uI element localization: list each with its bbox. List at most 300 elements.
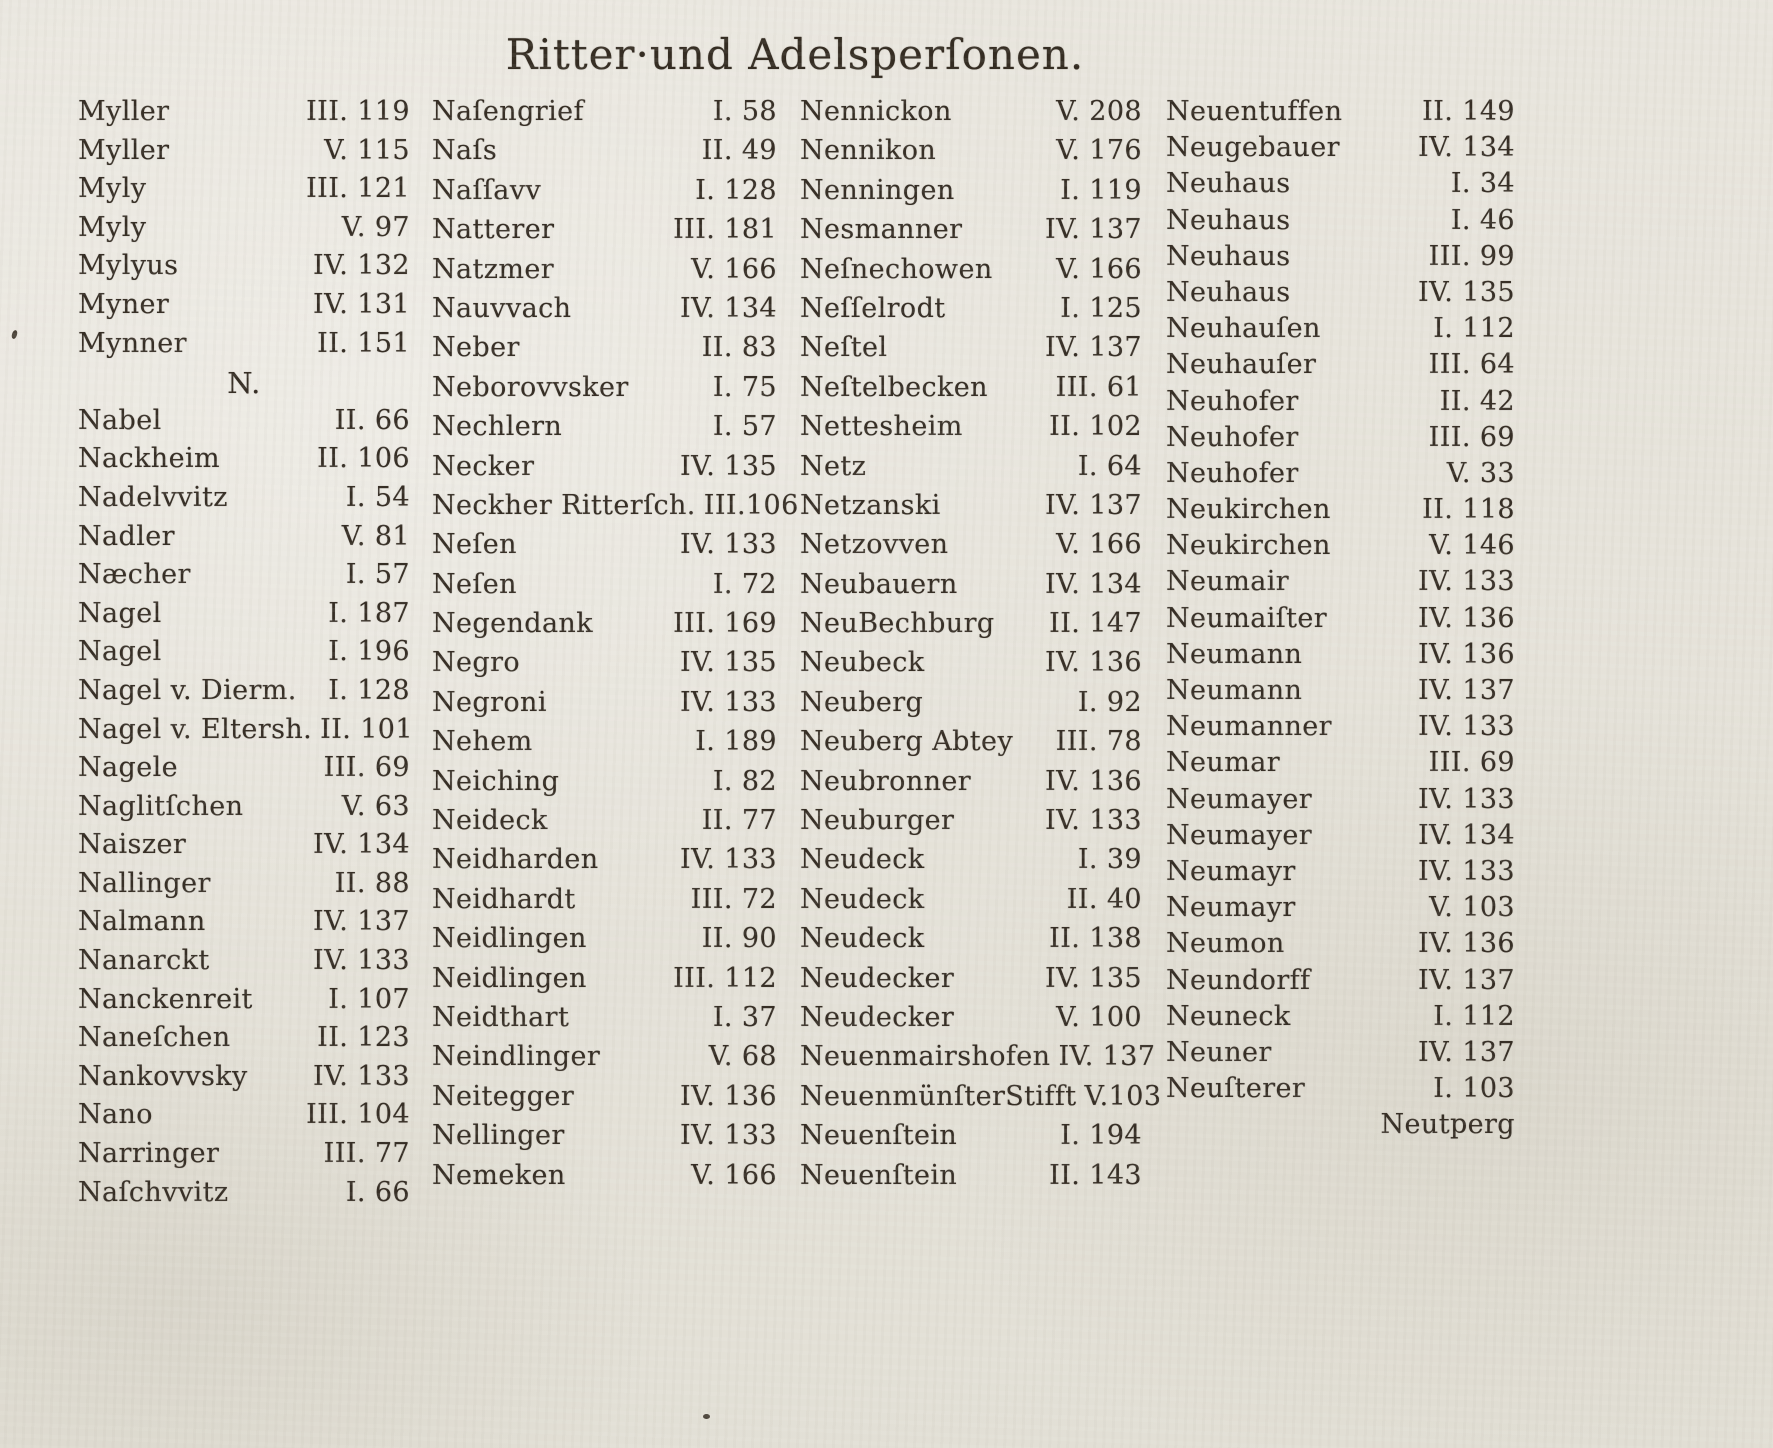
entry-name: Neumann [1166,675,1303,706]
ink-speck [703,1414,710,1419]
index-entry [800,451,1142,490]
index-entry [432,766,777,805]
index-entry [432,884,777,923]
entry-ref: IV. 134 [680,292,777,324]
entry-name: Neſen [432,529,517,561]
index-entry [800,293,1142,332]
entry-name: Myly [78,211,147,243]
index-entry [432,963,777,1002]
index-entry [800,726,1142,765]
entry-ref: IV. 135 [1045,962,1142,994]
index-entry [78,289,410,328]
entry-ref: III. 61 [1055,371,1142,403]
index-entry [1166,168,1515,204]
entry-name: Nagele [78,752,178,784]
entry-name: Neumayr [1166,892,1296,924]
entry-ref: IV. 137 [313,906,410,938]
index-entry [432,844,777,883]
index-entry [800,175,1142,214]
index-entry [1166,494,1515,530]
entry-name: Naneſchen [78,1022,231,1054]
entry-ref: II. 40 [1066,883,1142,915]
index-entry [432,411,777,450]
entry-ref: I. 58 [712,96,777,127]
entry-ref: II. 90 [701,923,777,955]
entry-ref: V. 97 [341,211,410,243]
index-entry [800,254,1142,293]
entry-ref: III. 169 [673,608,777,640]
entry-ref: IV. 133 [680,686,777,718]
entry-name: Mynner [78,327,187,359]
index-entry [432,1160,777,1199]
entry-ref: I. 64 [1077,450,1142,482]
index-entry [78,405,410,444]
index-entry [1166,422,1515,458]
entry-ref: III. 99 [1428,240,1515,272]
index-entry [1166,856,1515,892]
index-entry [1166,820,1515,856]
index-entry [432,1120,777,1159]
index-entry [800,214,1142,253]
entry-name: Netzovven [800,529,949,561]
index-entry [432,647,777,686]
index-entry [78,443,410,482]
entry-name: Neudeck [800,844,925,876]
entry-ref: III.106 [703,489,799,521]
entry-ref: III. 121 [306,173,410,205]
index-entry [800,923,1142,962]
index-entry [1166,965,1515,1001]
entry-name: Neuneck [1166,1000,1291,1032]
entry-ref: III. 69 [1428,747,1515,779]
entry-name: Neſtel [800,332,888,364]
entry-name: Neumayer [1166,819,1313,851]
index-entry [432,1002,777,1041]
entry-name: Neuhauſen [1166,313,1321,345]
entry-name: Neumann [1166,638,1303,670]
entry-ref: II. 101 [320,713,413,745]
index-entry [800,844,1142,883]
index-entry [78,868,410,907]
entry-name: Nagel v. Eltersh. [78,713,313,745]
entry-ref: I. 119 [1060,174,1142,206]
index-entry [432,805,777,844]
entry-name: Neuburger [800,805,955,837]
entry-ref: IV. 136 [1045,765,1142,797]
entry-ref: II. 88 [334,867,410,899]
entry-ref: IV. 136 [1418,602,1515,634]
entry-name: Neubronner [800,765,972,797]
entry-ref: I. 39 [1077,844,1142,876]
index-entry [432,923,777,962]
index-entry [78,328,410,367]
index-entry [78,598,410,637]
entry-name: Neumayer [1166,783,1313,815]
index-entry [800,135,1142,174]
entry-name: Nellinger [432,1120,565,1152]
entry-ref: V. 166 [1056,253,1142,285]
index-entry [78,752,410,791]
entry-ref: I. 66 [345,1176,410,1208]
entry-name: Mylyus [78,250,179,282]
entry-ref: IV. 136 [680,1080,777,1112]
entry-ref: V.103 [1084,1080,1162,1112]
entry-name: Neuhaus [1166,204,1291,236]
index-entry [1166,1109,1515,1145]
entry-ref: II. 118 [1422,494,1515,526]
index-entry [432,214,777,253]
index-entry [432,332,777,371]
entry-name: Neuenſtein [800,1159,958,1191]
entry-ref: IV. 137 [1418,1036,1515,1068]
index-entry [78,675,410,714]
index-entry [432,529,777,568]
entry-name: Neudeck [800,883,925,915]
entry-ref: IV. 134 [313,829,410,861]
entry-ref: III. 181 [673,214,777,246]
index-entry [800,805,1142,844]
entry-ref: I. 34 [1450,168,1515,200]
entry-name: Nehem [432,726,533,758]
entry-name: Neundorff [1166,964,1311,996]
entry-name: Nankovvsky [78,1060,248,1092]
entry-name: Naſs [432,135,498,167]
index-entry [1166,458,1515,494]
index-entry [78,1099,410,1138]
entry-ref: I. 125 [1060,292,1142,324]
entry-ref: II. 151 [317,327,410,359]
index-column-4 [1166,96,1515,1145]
entry-name: Negendank [432,608,593,640]
entry-ref: I. 57 [345,559,410,591]
entry-name: Neuberg Abtey [800,726,1014,758]
entry-name: Neuenmairshofen [800,1041,1051,1073]
entry-ref: III. 64 [1428,349,1515,381]
entry-ref: IV. 133 [1418,711,1515,743]
entry-ref: I. 46 [1450,204,1515,236]
entry-ref: II. 77 [701,805,777,837]
entry-ref: V. 146 [1429,530,1515,562]
entry-ref: III. 104 [306,1099,410,1131]
entry-name: Netz [800,450,867,482]
entry-name: Nano [78,1099,153,1131]
entry-name: Neugebauer [1166,132,1340,164]
index-entry [78,1061,410,1100]
entry-name: Naſchvvitz [78,1176,229,1208]
entry-name: Neckher Ritterſch. [432,489,696,521]
index-entry [78,96,410,135]
entry-name: Neſtelbecken [800,371,988,403]
index-entry [1166,711,1515,747]
index-entry [1166,386,1515,422]
entry-name: Nettesheim [800,411,963,443]
entry-name: Neuhaus [1166,276,1291,308]
index-entry [1166,349,1515,385]
entry-name: Nechlern [432,411,563,443]
entry-name: NeuBechburg [800,608,995,640]
entry-ref: II. 123 [317,1022,410,1054]
entry-name: Neudecker [800,962,955,994]
index-entry [78,791,410,830]
entry-name: Negro [432,647,521,679]
entry-name: Nennickon [800,96,952,127]
entry-name: Neuhofer [1166,421,1299,453]
entry-ref: V. 81 [341,520,410,552]
entry-ref: II. 83 [701,332,777,364]
entry-ref: IV. 135 [680,450,777,482]
entry-ref: V. 63 [341,790,410,822]
index-entry [800,490,1142,529]
entry-ref: IV. 133 [680,844,777,876]
index-entry [432,569,777,608]
entry-name: Neidlingen [432,962,587,994]
entry-name: Nackheim [78,443,221,475]
entry-name: Negroni [432,686,547,718]
entry-ref: V. 103 [1429,892,1515,924]
index-entry [1166,277,1515,313]
index-entry [1166,747,1515,783]
index-entry [432,135,777,174]
entry-ref: V. 176 [1056,135,1142,167]
entry-ref: II. 138 [1049,923,1142,955]
index-entry [800,687,1142,726]
entry-name: Neuner [1166,1036,1272,1068]
entry-ref: III. 69 [323,752,410,784]
entry-ref: I. 107 [328,983,410,1015]
entry-ref: IV. 133 [680,1120,777,1152]
entry-ref: V. 115 [324,134,410,166]
index-entry [800,608,1142,647]
index-entry [1166,928,1515,964]
index-entry [1166,639,1515,675]
index-entry [1166,675,1515,711]
entry-name: Nagel [78,597,162,629]
entry-name: Naiszer [78,829,187,861]
entry-ref: I. 37 [712,1001,777,1033]
entry-ref: I. 72 [712,568,777,600]
entry-name: Nagel v. Dierm. [78,674,297,706]
entry-name: Nabel [78,404,162,436]
entry-name: Neborovvsker [432,371,629,403]
entry-name: Neuhauſer [1166,349,1317,381]
entry-ref: I. 112 [1433,313,1515,345]
entry-ref: IV. 131 [313,288,410,320]
entry-ref: I. 196 [328,636,410,668]
entry-name: Neuhaus [1166,168,1291,200]
entry-name: Neitegger [432,1080,575,1112]
entry-name: Neukirchen [1166,494,1331,526]
entry-name: Neubeck [800,647,925,679]
index-entry [800,1080,1162,1120]
index-entry [78,636,410,675]
entry-ref: I. 128 [695,174,777,206]
entry-name: Neubauern [800,568,958,600]
entry-ref: III. 69 [1428,421,1515,453]
index-entry [800,1160,1142,1199]
entry-ref: IV. 137 [1058,1041,1156,1073]
entry-name: Neumanner [1166,711,1332,743]
entry-ref: IV. 133 [313,945,410,977]
entry-name: Neidhardt [432,883,576,915]
index-entry [78,1138,410,1177]
index-entry [432,293,777,332]
entry-ref: III. 77 [323,1138,410,1170]
index-entry [800,569,1142,608]
entry-ref: I. 75 [712,371,777,403]
entry-name: Neudecker [800,1001,955,1033]
index-entry [432,175,777,214]
index-entry [78,250,410,289]
index-entry [432,96,777,135]
entry-name: Naſengrief [432,96,584,127]
index-entry [78,1177,410,1216]
index-column-1 [78,96,413,1215]
entry-ref: II. 143 [1049,1159,1142,1191]
entry-name: Neideck [432,805,548,837]
index-entry [1166,603,1515,639]
entry-ref: II. 149 [1422,96,1515,127]
entry-ref: V. 100 [1056,1001,1142,1033]
index-entry [1166,892,1515,928]
index-entry [432,687,777,726]
entry-name: Nanarckt [78,945,210,977]
entry-ref: III. 119 [306,96,410,127]
entry-name: Neindlinger [432,1041,601,1073]
index-entry [78,521,410,560]
entry-ref: I. 54 [345,481,410,513]
entry-ref: IV. 134 [1045,568,1142,600]
index-entry [800,332,1142,371]
index-entry [78,829,410,868]
entry-ref: IV. 136 [1045,647,1142,679]
entry-name: Neuentuffen [1166,96,1343,127]
entry-name: Myner [78,288,170,320]
index-entry [432,451,777,490]
entry-ref: IV. 136 [1418,638,1515,670]
entry-ref: I. 92 [1077,686,1142,718]
entry-ref: IV. 133 [1418,566,1515,598]
entry-ref: II. 147 [1049,608,1142,640]
index-entry [1166,1037,1515,1073]
entry-ref: IV. 133 [1045,805,1142,837]
index-entry [1166,1001,1515,1037]
entry-name: Myller [78,96,170,127]
entry-name: Nadelvvitz [78,481,228,513]
index-entry [800,963,1142,1002]
index-entry [800,1041,1156,1080]
entry-ref: IV. 132 [313,250,410,282]
entry-name: Neſſelrodt [800,292,946,324]
index-entry [800,96,1142,135]
index-entry [1166,784,1515,820]
entry-ref: IV. 133 [1418,855,1515,887]
entry-name: Necker [432,450,535,482]
index-entry [800,884,1142,923]
entry-name: Neuhofer [1166,385,1299,417]
entry-ref: I. 189 [695,726,777,758]
entry-name: Neuberg [800,686,924,718]
entry-name: Naſſavv [432,174,542,206]
entry-name: Neuſterer [1166,1073,1306,1105]
entry-name: Nanckenreit [78,983,253,1015]
index-entry [78,1022,410,1061]
entry-ref: III. 72 [690,883,777,915]
entry-name: NeuenmünſterStifft [800,1080,1077,1112]
entry-ref: IV. 137 [1045,332,1142,364]
entry-ref: I. 103 [1433,1073,1515,1105]
ink-speck [11,329,19,339]
index-entry [800,647,1142,686]
index-entry [78,173,410,212]
index-entry [1166,566,1515,602]
entry-name: Neumon [1166,928,1285,960]
entry-name: Neuenſtein [800,1120,958,1152]
entry-ref: V. 166 [1056,529,1142,561]
entry-name: Natzmer [432,253,555,285]
index-entry [432,608,777,647]
index-entry [1166,313,1515,349]
page-title: Ritter·und Adelsperſonen. [505,30,1085,79]
entry-name: Naglitſchen [78,790,244,822]
entry-ref: IV. 133 [1418,783,1515,815]
entry-name: Myly [78,173,147,205]
index-entry [800,766,1142,805]
entry-name: Narringer [78,1138,220,1170]
entry-name: Neſen [432,568,517,600]
entry-ref: IV. 133 [680,529,777,561]
entry-ref: II. 66 [334,404,410,436]
index-entry [800,1120,1142,1159]
entry-ref: IV. 135 [680,647,777,679]
entry-name: Neumar [1166,747,1280,779]
index-entry [800,372,1142,411]
entry-name: Nemeken [432,1159,566,1191]
entry-name: Neutperg [1380,1109,1515,1141]
entry-name: Neuhofer [1166,457,1299,489]
index-entry [1166,96,1515,132]
entry-name: Neidthart [432,1001,570,1033]
entry-name: Nenningen [800,174,955,206]
entry-name: Nauvvach [432,292,572,324]
entry-ref: II. 106 [317,443,410,475]
entry-name: Nennikon [800,135,937,167]
entry-name: Neukirchen [1166,530,1331,562]
index-entry [78,559,410,598]
index-entry [432,1081,777,1120]
index-entry [78,713,413,753]
index-entry [800,1002,1142,1041]
entry-name: Neudeck [800,923,925,955]
index-entry [78,212,410,251]
entry-name: Neidharden [432,844,599,876]
entry-ref: IV. 137 [1418,675,1515,706]
entry-name: Neber [432,332,520,364]
entry-name: Neumayr [1166,855,1296,887]
entry-ref: IV. 135 [1418,276,1515,308]
index-column-3 [800,96,1162,1199]
entry-ref: V. 68 [708,1041,777,1073]
entry-name: Nadler [78,520,175,552]
entry-ref: II. 49 [701,135,777,167]
entry-name: Myller [78,134,170,166]
entry-name: Næcher [78,559,191,591]
index-entry [1166,132,1515,168]
index-entry [800,411,1142,450]
index-entry [1166,205,1515,241]
entry-ref: V. 166 [691,1159,777,1191]
entry-ref: V. 33 [1446,457,1515,489]
entry-ref: II. 102 [1049,411,1142,443]
